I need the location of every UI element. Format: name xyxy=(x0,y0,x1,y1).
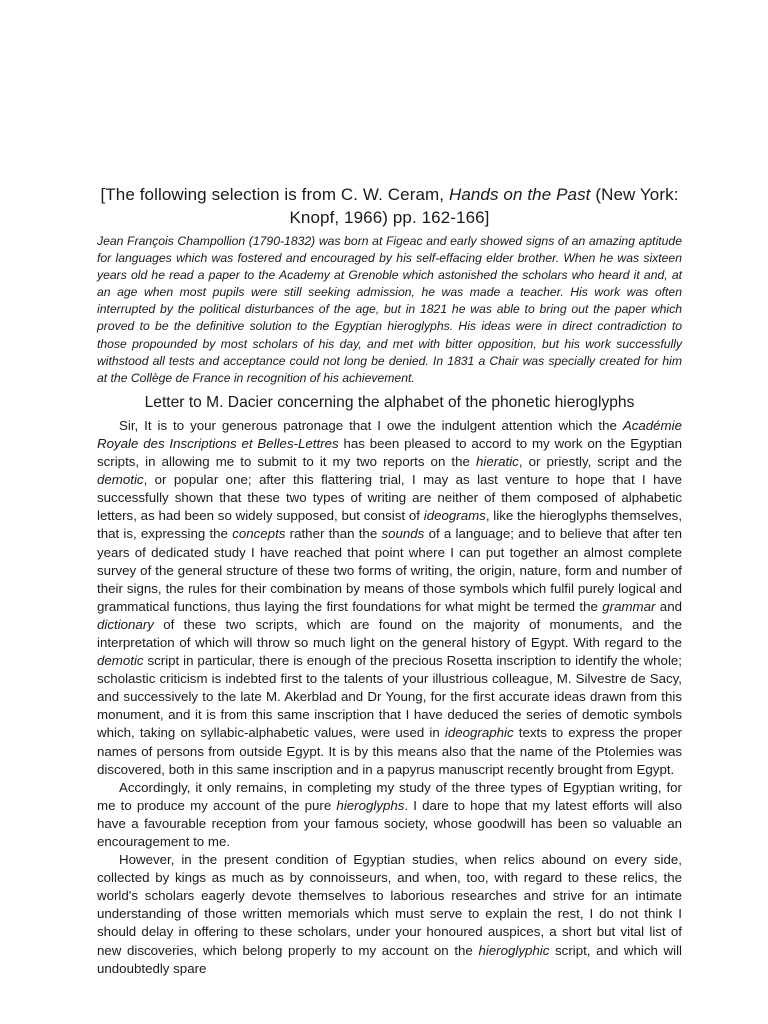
book-title: Hands on the Past xyxy=(448,185,591,204)
text-run: and xyxy=(655,598,682,614)
letter-paragraph-3 xyxy=(97,851,682,978)
text-run: Sir, It is to your generous patronage that I owe the indulgent attention which the xyxy=(119,417,623,433)
source-citation xyxy=(97,183,682,229)
text-run: script, and which will undoubtedly spare xyxy=(97,942,682,976)
text-run: . I dare to hope that my latest efforts will also have a favourable reception from your famous society, whose goodwill has been so valuable an encouragement to me. xyxy=(97,797,683,849)
text-run: script in particular, there is enough of the precious Rosetta inscription to identify the whole; scholastic criticism is indebted first to the talents of your illustrious colleague, M. Silvestre de Sacy, and successively to the late M. Akerblad and Dr Young, for the first accurate ideas drawn from this monument, and it is from this same inscription that I have deduced the series of demotic symbols which, taking on syllabic-alphabetic values, were used in xyxy=(97,653,682,741)
letter-paragraph-1 xyxy=(97,417,682,779)
italic-run: hieroglyphic xyxy=(478,942,550,958)
letter-paragraph-2 xyxy=(97,779,682,851)
italic-run: grammar xyxy=(602,598,656,614)
text-run: of these two scripts, which are found on the majority of monuments, and the interpretation of which will throw so much light on the general history of Egypt. With regard to the xyxy=(97,616,682,650)
text-run: rather than the xyxy=(285,526,382,542)
italic-run: hieratic xyxy=(475,454,519,470)
biography-paragraph: Jean François Champollion (1790-1832) was born at Figeac and early showed signs of an amazing aptitude for languages which was fostered and encouraged by his self-effacing elder brother. When he was sixteen years old he read a paper to the Academy at Grenoble which astonished the scholars who heard it and, at an age when most pupils were still seeking admission, he was made a teacher. His work was often interrupted by the political disturbances of the age, but in 1821 he was able to bring out the paper which proved to be the definitive solution to the Egyptian hieroglyphs. His ideas were in direct contradiction to those propounded by most scholars of his day, and met with bitter opposition, but his work successfully withstood all tests and acceptance could not long be denied. In 1831 a Chair was specially created for him at the Collège de France in recognition of his achievement. xyxy=(97,234,682,385)
source-open: [The following selection is from C. W. Ceram, xyxy=(100,185,449,204)
italic-run: concepts xyxy=(232,526,286,542)
italic-run: hieroglyphs xyxy=(336,797,405,813)
text-run: , or priestly, script and the xyxy=(518,454,682,470)
document-page xyxy=(97,183,682,978)
text-run: has been pleased to accord to my work on the Egyptian scripts, in allowing me to submit to it my two reports on the xyxy=(97,435,682,470)
italic-run: demotic xyxy=(97,653,144,669)
letter-title: Letter to M. Dacier concerning the alphabet of the phonetic hieroglyphs xyxy=(144,393,635,411)
text-run: texts to express the proper names of persons from outside Egypt. It is by this means also that the name of the Ptolemies was discovered, both in this same inscription and in a papyrus manuscript recently brought from Egypt. xyxy=(97,725,682,777)
text-run: However, in the present condition of Egyptian studies, when relics abound on every side, collected by kings as much as by connoisseurs, and when, too, with regard to these relics, the world's scholars eagerly devote themselves to laborious researches and strive for an intimate understanding of those written memorials which must serve to explain the rest, I do not think I should delay in offering to these scholars, under your honoured auspices, a short but vital list of new discoveries, which belong properly to my account on the xyxy=(97,852,682,958)
italic-run: sounds xyxy=(381,526,425,542)
italic-run: ideographic xyxy=(444,725,514,741)
text-run: , or popular one; after this flattering trial, I may as last venture to hope that I have successfully shown that these two types of writing are neither of them composed of alphabetic letters, as had been so widely supposed, but consist of xyxy=(97,472,682,524)
text-run: of a language; and to believe that after ten years of dedicated study I have reached that point where I can put together an almost complete survey of the general structure of these two forms of writing, the origin, nature, form and number of their signs, the rules for their combination by means of those symbols which fulfil purely logical and grammatical functions, thus laying the first foundations for what might be termed the xyxy=(97,526,682,614)
italic-run: demotic xyxy=(97,472,144,488)
text-run: , like the hieroglyphs themselves, that is, expressing the xyxy=(97,508,683,542)
italic-run: dictionary xyxy=(97,616,154,632)
italic-run: Académie Royale des Inscriptions et Belles-Lettres xyxy=(97,417,682,451)
italic-run: ideograms xyxy=(423,508,486,524)
text-run: Accordingly, it only remains, in completing my study of the three types of Egyptian writing, for me to produce my account of the pure xyxy=(97,779,682,813)
source-close: (New York: Knopf, 1966) pp. 162-166] xyxy=(289,185,679,227)
